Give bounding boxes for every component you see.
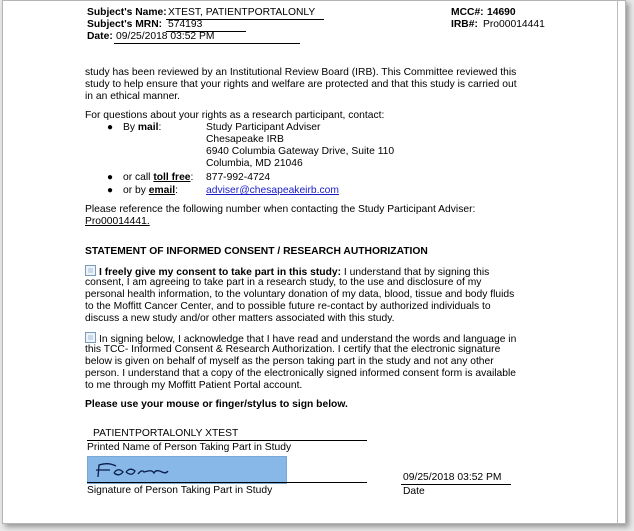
consent-1-checkbox[interactable] <box>85 265 96 276</box>
date-label: Date: <box>87 31 113 42</box>
irb-value: Pro00014441 <box>483 19 545 30</box>
bullet-dot: ● <box>107 172 114 183</box>
email-link[interactable]: adviser@chesapeakeirb.com <box>206 185 339 196</box>
subject-mrn-value: 574193 <box>168 19 203 30</box>
email-label: or by email: <box>123 185 178 196</box>
bullet-dot: ● <box>107 185 114 196</box>
consent-2-checkbox[interactable] <box>85 332 96 343</box>
reference-line-1: Please reference the following number when contacting the Study Participant Adviser: <box>85 204 476 215</box>
date-value: 09/25/2018 03:52 PM <box>116 31 215 42</box>
mail-address: 6940 Columbia Gateway Drive, Suite 110 <box>206 146 395 157</box>
consent-2-line-4: person. I understand that a copy of the electronically signed informed consent form is available <box>85 368 516 379</box>
printed-name-label: Printed Name of Person Taking Part in Study <box>87 442 292 453</box>
consent-2-line-2: this TCC- Informed Consent & Research Authorization. I certify that the electronic signature <box>85 344 501 355</box>
contact-heading: For questions about your rights as a research participant, contact: <box>85 110 385 121</box>
mcc-value: 14690 <box>487 7 516 18</box>
signature-date-value: 09/25/2018 03:52 PM <box>403 472 502 483</box>
mcc-label: MCC#: <box>451 7 484 18</box>
date-underline <box>114 43 300 44</box>
consent-1-line-2: consent, I am agreeing to take part in a research study, to the use and disclosure of my <box>85 277 482 288</box>
consent-2-line-3: below is given on behalf of myself as the person taking part in the study and not any other <box>85 356 494 367</box>
signature-scribble <box>88 457 286 483</box>
sign-instruction: Please use your mouse or finger/stylus to sign below. <box>85 399 348 410</box>
consent-1-line-1: I freely give my consent to take part in this study: I understand that by signing this <box>85 265 489 279</box>
signature-date-label: Date <box>403 486 425 497</box>
intro-line-2: study to help ensure that your rights and welfare are protected and that this study is carried out <box>85 79 517 90</box>
reference-number: Pro00014441. <box>85 216 150 227</box>
intro-line-1: study has been reviewed by an Institutional Review Board (IRB). This Committee reviewed this <box>85 67 517 78</box>
document-page <box>2 0 626 524</box>
subject-mrn-label: Subject's MRN: <box>87 19 163 30</box>
signature-date-underline <box>401 484 511 485</box>
signature-pad[interactable] <box>87 456 287 484</box>
statement-heading: STATEMENT OF INFORMED CONSENT / RESEARCH AUTHORIZATION <box>85 246 428 257</box>
consent-1-line-4: to the Moffitt Cancer Center, and to possible future re-contact by authorized individuals to <box>85 301 491 312</box>
by-mail-label: By mail: <box>123 122 162 133</box>
bullet-dot: ● <box>107 122 114 133</box>
printed-name-underline <box>87 440 367 441</box>
consent-1-line-5: discuss a new study and/or other matters associated with this study. <box>85 313 395 324</box>
mail-city: Columbia, MD 21046 <box>206 158 303 169</box>
signature-label: Signature of Person Taking Part in Study <box>87 485 273 496</box>
printed-name-value: PATIENTPORTALONLY XTEST <box>93 428 239 439</box>
irb-label: IRB#: <box>451 19 478 30</box>
mail-name: Study Participant Adviser <box>206 122 321 133</box>
consent-2-line-1: In signing below, I acknowledge that I have read and understand the words and language in <box>85 332 516 346</box>
call-value: 877-992-4724 <box>206 172 271 183</box>
subject-name-value: XTEST, PATIENTPORTALONLY <box>168 7 316 18</box>
intro-line-3: in an ethical manner. <box>85 91 181 102</box>
signature-underline <box>87 482 367 483</box>
consent-1-line-3: personal health information, to the voluntary donation of my data, blood, tissue and body fluids <box>85 289 515 300</box>
subject-name-label: Subject's Name: <box>87 7 167 18</box>
page-margin-line <box>617 1 618 523</box>
mail-org: Chesapeake IRB <box>206 134 284 145</box>
call-label: or call toll free: <box>123 172 194 183</box>
consent-2-line-5: to me through my Moffitt Patient Portal account. <box>85 380 303 391</box>
